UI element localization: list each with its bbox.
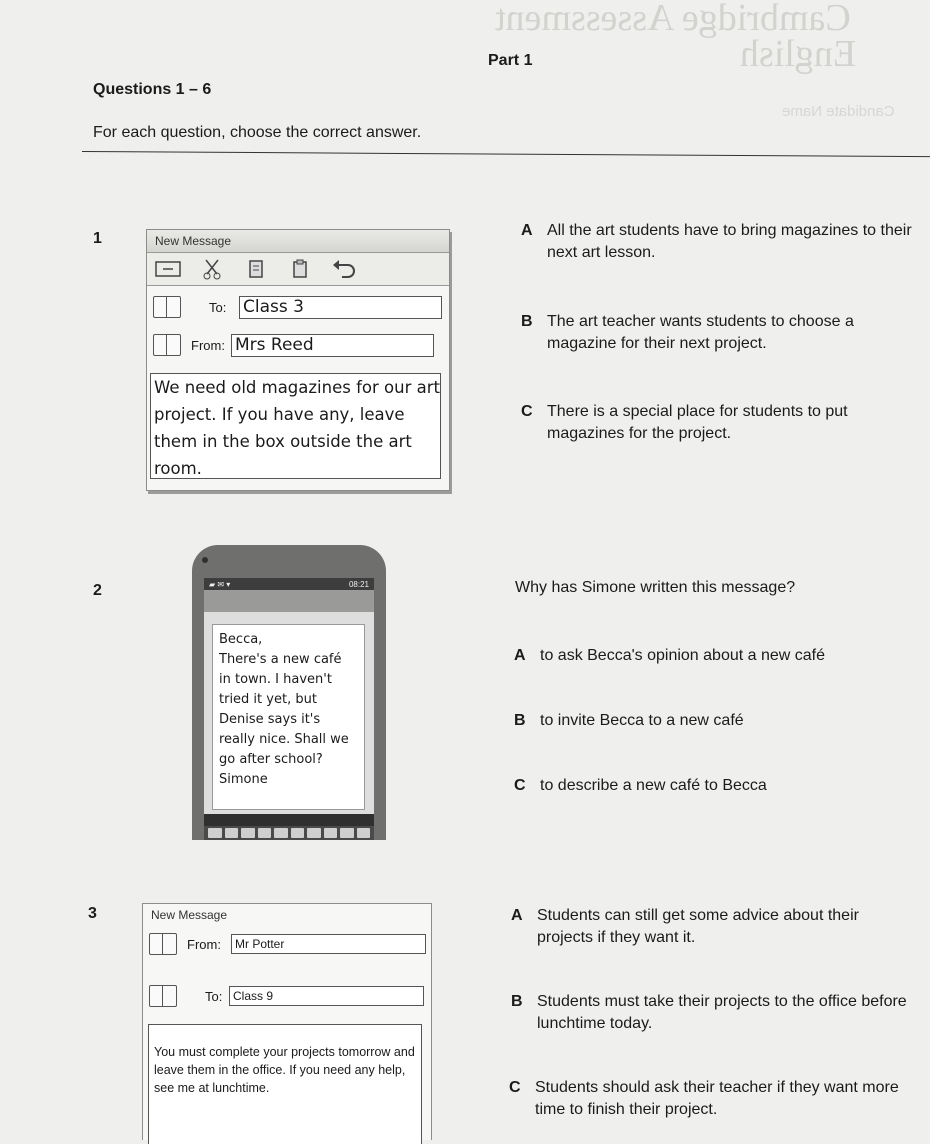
q3-to-row bbox=[143, 981, 431, 1011]
divider-line bbox=[82, 151, 930, 157]
q3-from-field: Mr Potter bbox=[231, 934, 426, 954]
q2-option-c bbox=[514, 775, 914, 797]
q2-option-a-letter: A bbox=[514, 647, 526, 664]
q2-question: Why has Simone written this message? bbox=[515, 579, 796, 596]
q1-toolbar bbox=[147, 253, 449, 286]
q2-input-bar bbox=[204, 814, 374, 826]
q2-sms-line: Becca, bbox=[219, 632, 263, 647]
paste-icon bbox=[287, 258, 313, 280]
q2-option-c-text: to describe a new café to Becca bbox=[540, 777, 767, 794]
ghost-sub-line: Candidate Name bbox=[782, 103, 895, 120]
q1-to-field: Class 3 bbox=[239, 296, 442, 319]
q2-sms-line: really nice. Shall we bbox=[219, 732, 349, 747]
question-1-number: 1 bbox=[93, 230, 102, 247]
q2-keyboard bbox=[204, 826, 374, 840]
q3-message-body: You must complete your projects tomorrow and leave them in the office. If you need any help, see me at lunchtime. bbox=[148, 1024, 422, 1144]
q3-option-b-letter: B bbox=[511, 993, 523, 1010]
part-title: Part 1 bbox=[488, 52, 533, 69]
q1-option-b-text: The art teacher wants students to choose a magazine for their next project. bbox=[547, 313, 854, 352]
question-2-number: 2 bbox=[93, 582, 102, 599]
q1-window-title: New Message bbox=[147, 230, 449, 253]
q1-option-b-letter: B bbox=[521, 313, 533, 330]
q3-window-title: New Message bbox=[151, 908, 228, 922]
q3-from-row bbox=[143, 929, 431, 959]
ghost-brand-line2: English bbox=[740, 33, 857, 75]
q1-option-c-text: There is a special place for students to put magazines for the project. bbox=[547, 403, 848, 442]
q3-option-b bbox=[511, 991, 911, 1035]
q3-option-a-letter: A bbox=[511, 907, 523, 924]
q2-sms-line: Denise says it's bbox=[219, 712, 321, 727]
q1-option-a bbox=[521, 220, 921, 264]
q1-message-body: We need old magazines for our art project. If you have any, leave them in the box outside the art room. bbox=[150, 373, 441, 479]
ghost-brand-line1: Cambridge Assessment bbox=[495, 0, 851, 39]
q3-to-field: Class 9 bbox=[229, 986, 424, 1006]
q2-option-b-letter: B bbox=[514, 712, 526, 729]
address-book-icon bbox=[149, 985, 177, 1007]
q2-option-c-letter: C bbox=[514, 777, 526, 794]
q2-sms-body bbox=[212, 624, 365, 810]
q3-from-label: From: bbox=[187, 936, 221, 952]
question-3-number: 3 bbox=[88, 905, 97, 922]
send-icon bbox=[155, 258, 181, 280]
q2-status-bar bbox=[204, 578, 374, 590]
q1-option-b bbox=[521, 311, 921, 355]
copy-icon bbox=[243, 258, 269, 280]
q3-option-b-text: Students must take their projects to the office before lunchtime today. bbox=[537, 993, 907, 1032]
address-book-icon bbox=[153, 334, 181, 356]
camera-icon bbox=[202, 557, 208, 563]
q2-option-a bbox=[514, 645, 914, 667]
undo-icon bbox=[331, 258, 357, 280]
q1-from-row bbox=[147, 330, 449, 360]
q2-sms-line: in town. I haven't bbox=[219, 672, 332, 687]
q3-option-a bbox=[511, 905, 911, 949]
q1-from-field: Mrs Reed bbox=[231, 334, 434, 357]
q1-option-a-letter: A bbox=[521, 222, 533, 239]
q3-to-label: To: bbox=[205, 988, 223, 1004]
q3-email-window bbox=[142, 903, 432, 1140]
q3-option-a-text: Students can still get some advice about their projects if they want it. bbox=[537, 907, 859, 946]
q2-option-b-text: to invite Becca to a new café bbox=[540, 712, 744, 729]
q2-phone bbox=[192, 545, 386, 840]
address-book-icon bbox=[153, 296, 181, 318]
cut-icon bbox=[199, 258, 225, 280]
q2-sms-line: tried it yet, but bbox=[219, 692, 317, 707]
instruction-text: For each question, choose the correct answer. bbox=[93, 124, 422, 141]
q1-email-window bbox=[146, 229, 450, 491]
q2-option-b bbox=[514, 710, 914, 732]
q1-from-label: From: bbox=[191, 337, 225, 353]
q1-to-label: To: bbox=[209, 299, 227, 315]
q1-to-row bbox=[147, 292, 449, 322]
q3-option-c-text: Students should ask their teacher if they want more time to finish their project. bbox=[535, 1079, 899, 1118]
q2-phone-screen bbox=[204, 578, 374, 840]
q2-app-bar bbox=[204, 590, 374, 612]
signal-icon: ▰ ✉ ▾ bbox=[209, 579, 231, 589]
q3-option-c bbox=[509, 1077, 909, 1121]
q1-option-a-text: All the art students have to bring magazines to their next art lesson. bbox=[547, 222, 912, 261]
q2-sms-line: Simone bbox=[219, 772, 268, 787]
questions-heading: Questions 1 – 6 bbox=[93, 81, 212, 98]
q1-option-c-letter: C bbox=[521, 403, 533, 420]
q2-sms-line: There's a new café bbox=[219, 652, 342, 667]
q2-sms-line: go after school? bbox=[219, 752, 323, 767]
q1-option-c bbox=[521, 401, 921, 445]
address-book-icon bbox=[149, 933, 177, 955]
q2-option-a-text: to ask Becca's opinion about a new café bbox=[540, 647, 826, 664]
q2-status-time: 08:21 bbox=[348, 579, 369, 589]
q3-option-c-letter: C bbox=[509, 1079, 521, 1096]
